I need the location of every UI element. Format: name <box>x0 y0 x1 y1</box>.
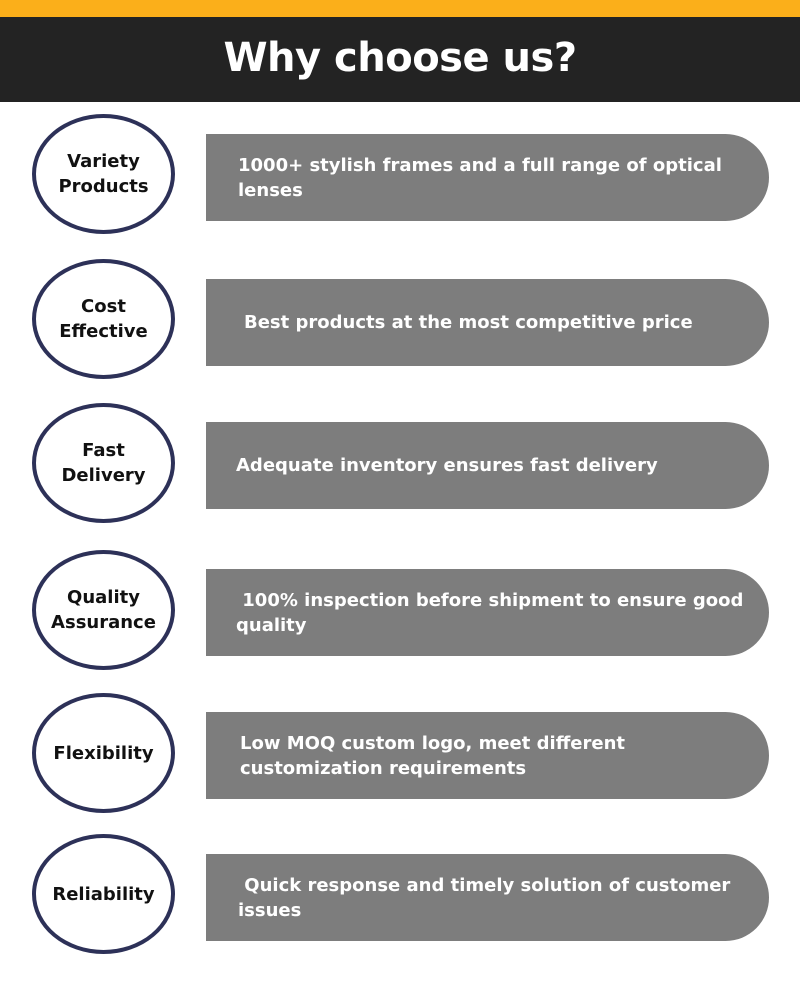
feature-pill <box>206 569 769 656</box>
feature-description: Adequate inventory ensures fast delivery <box>236 455 658 476</box>
feature-pill <box>206 422 769 509</box>
feature-name: Flexibility <box>53 742 154 764</box>
feature-name: Fast Delivery <box>61 440 146 486</box>
accent-stripe <box>0 0 800 17</box>
feature-name: Quality Assurance <box>51 587 156 633</box>
feature-circle <box>32 693 175 813</box>
feature-description: Quick response and timely solution of customer issues <box>238 874 737 921</box>
feature-pill <box>206 279 769 366</box>
feature-pill <box>206 854 769 941</box>
feature-name: Reliability <box>52 883 155 905</box>
feature-row-cost-effective <box>0 255 800 385</box>
feature-circle <box>32 403 175 523</box>
feature-row-variety-products <box>0 110 800 240</box>
feature-circle <box>32 550 175 670</box>
feature-row-reliability <box>0 830 800 960</box>
page-title: Why choose us? <box>223 34 577 81</box>
feature-circle <box>32 259 175 379</box>
feature-row-flexibility <box>0 689 800 819</box>
feature-circle <box>32 834 175 954</box>
feature-description: Best products at the most competitive price <box>244 312 693 333</box>
feature-circle <box>32 114 175 234</box>
feature-row-fast-delivery <box>0 399 800 529</box>
feature-row-quality-assurance <box>0 546 800 676</box>
feature-description: 1000+ stylish frames and a full range of optical lenses <box>238 154 729 201</box>
feature-pill <box>206 134 769 221</box>
feature-description: Low MOQ custom logo, meet different customization requirements <box>240 732 632 779</box>
feature-name: Variety Products <box>58 151 149 197</box>
feature-description: 100% inspection before shipment to ensure good quality <box>236 589 750 636</box>
header-bar <box>0 17 800 102</box>
feature-name: Cost Effective <box>59 296 148 342</box>
feature-pill <box>206 712 769 799</box>
